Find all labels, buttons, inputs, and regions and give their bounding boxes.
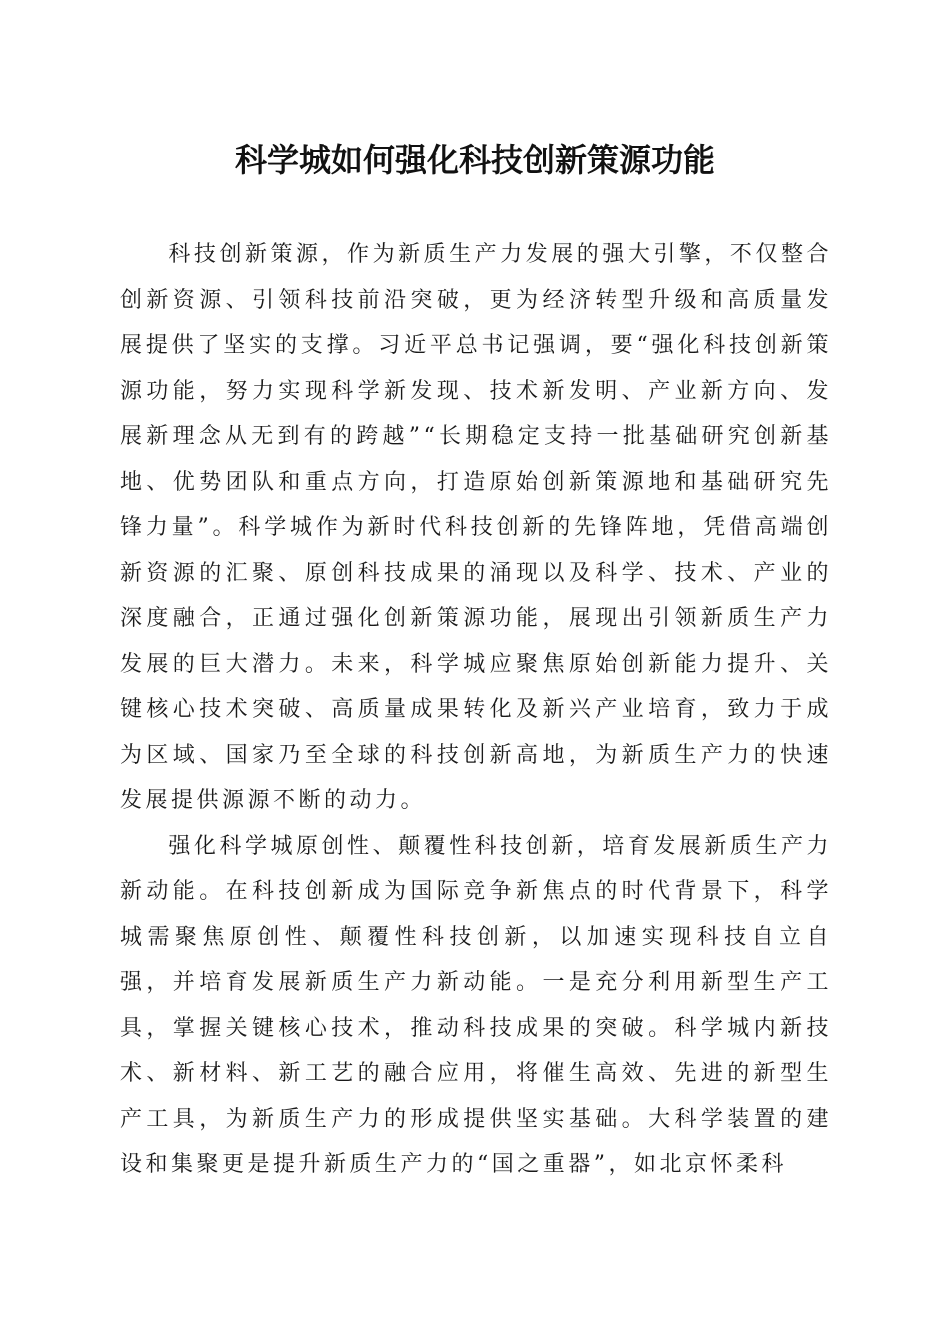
document-body [120,232,832,1188]
paragraph-2: 强化科学城原创性、颠覆性科技创新，培育发展新质生产力新动能。在科技创新成为国际竞争新焦点的时代背景下，科学城需聚焦原创性、颠覆性科技创新，以加速实现科技自立自强，并培育发展新质生产力新动能。一是充分利用新型生产工具，掌握关键核心技术，推动科技成果的突破。科学城内新技术、新材料、新工艺的融合应用，将催生高效、先进的新型生产工具，为新质生产力的形成提供坚实基础。大科学装置的建设和集聚更是提升新质生产力的“国之重器”，如北京怀柔科 [120,833,832,1177]
paragraph-1: 科技创新策源，作为新质生产力发展的强大引擎，不仅整合创新资源、引领科技前沿突破，更为经济转型升级和高质量发展提供了坚实的支撑。习近平总书记强调，要“强化科技创新策源功能，努力实现科学新发现、技术新发明、产业新方向、发展新理念从无到有的跨越”“长期稳定支持一批基础研究创新基地、优势团队和重点方向，打造原始创新策源地和基础研究先锋力量”。科学城作为新时代科技创新的先锋阵地，凭借高端创新资源的汇聚、原创科技成果的涌现以及科学、技术、产业的深度融合，正通过强化创新策源功能，展现出引领新质生产力发展的巨大潜力。未来，科学城应聚焦原始创新能力提升、关键核心技术突破、高质量成果转化及新兴产业培育，致力于成为区域、国家乃至全球的科技创新高地，为新质生产力的快速发展提供源源不断的动力。 [120,242,832,813]
document-title: 科学城如何强化科技创新策源功能 [234,141,715,179]
